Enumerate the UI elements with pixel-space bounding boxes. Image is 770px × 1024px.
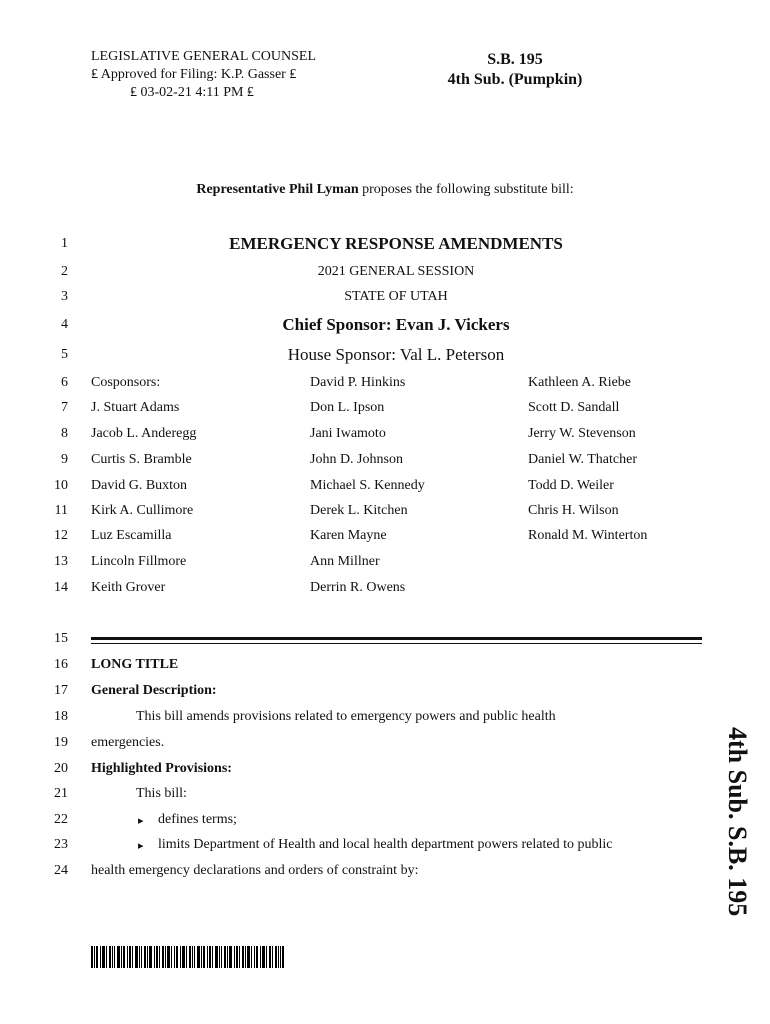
bill-id-block xyxy=(440,50,590,90)
cosponsor-name: Lincoln Fillmore xyxy=(91,554,187,569)
line-number: 7 xyxy=(61,400,68,415)
cosponsor-name: Todd D. Weiler xyxy=(528,478,614,493)
cosponsors-label: Cosponsors: xyxy=(91,375,161,390)
line-number: 17 xyxy=(54,683,68,698)
bullet-text: defines terms; xyxy=(158,812,237,827)
chief-sponsor: Chief Sponsor: Evan J. Vickers xyxy=(282,315,510,334)
highlighted-provisions-heading: Highlighted Provisions: xyxy=(91,761,232,776)
bullet-text: limits Department of Health and local health department powers related to public xyxy=(158,837,613,852)
proposer-name: Representative Phil Lyman xyxy=(196,182,359,197)
line-number: 2 xyxy=(61,264,68,279)
proposer-text: proposes the following substitute bill: xyxy=(358,182,574,197)
line-number: 11 xyxy=(54,503,68,518)
cosponsor-name: J. Stuart Adams xyxy=(91,400,180,415)
cosponsor-name: Don L. Ipson xyxy=(310,400,385,415)
cosponsor-name: Kirk A. Cullimore xyxy=(91,503,194,518)
line-number: 12 xyxy=(54,528,68,543)
this-bill-text: This bill: xyxy=(136,786,187,801)
approval-line: ₤ Approved for Filing: K.P. Gasser ₤ xyxy=(91,67,297,82)
line-number: 22 xyxy=(54,812,68,827)
line-number: 15 xyxy=(54,631,68,646)
cosponsor-name: Derek L. Kitchen xyxy=(310,503,408,518)
cosponsor-name: Kathleen A. Riebe xyxy=(528,375,632,390)
line-number: 9 xyxy=(61,452,68,467)
cosponsor-name: Luz Escamilla xyxy=(91,528,172,543)
cosponsor-name: Jani Iwamoto xyxy=(310,426,386,441)
proposer-line xyxy=(0,182,770,198)
line-number: 3 xyxy=(61,289,68,304)
cosponsor-name: Jerry W. Stevenson xyxy=(528,426,636,441)
line-number: 6 xyxy=(61,375,68,390)
general-description-heading: General Description: xyxy=(91,683,217,698)
line-number: 19 xyxy=(54,735,68,750)
cosponsor-name: Derrin R. Owens xyxy=(310,580,406,595)
cosponsor-name: Karen Mayne xyxy=(310,528,387,543)
cosponsor-name: Chris H. Wilson xyxy=(528,503,619,518)
line-number: 16 xyxy=(54,657,68,672)
bullet-text-cont: health emergency declarations and orders of constraint by: xyxy=(91,863,419,878)
line-number: 10 xyxy=(54,478,68,493)
cosponsor-name: Michael S. Kennedy xyxy=(310,478,425,493)
state-line: STATE OF UTAH xyxy=(344,289,448,304)
cosponsor-name: Ronald M. Winterton xyxy=(528,528,648,543)
bill-number: S.B. 195 xyxy=(487,51,543,68)
cosponsor-name: David G. Buxton xyxy=(91,478,188,493)
line-number: 5 xyxy=(61,347,68,362)
line-number: 8 xyxy=(61,426,68,441)
side-label-text: 4th Sub. S.B. 195 xyxy=(723,727,752,917)
line-number: 20 xyxy=(54,761,68,776)
description-text-cont: emergencies. xyxy=(91,735,165,750)
line-number: 21 xyxy=(54,786,68,801)
description-text: This bill amends provisions related to emergency powers and public health xyxy=(136,709,556,724)
cosponsor-name: Jacob L. Anderegg xyxy=(91,426,197,441)
barcode-icon xyxy=(91,946,284,968)
cosponsor-name: Ann Millner xyxy=(310,554,380,569)
line-number: 1 xyxy=(61,236,68,251)
cosponsor-name: David P. Hinkins xyxy=(310,375,406,390)
long-title-heading: LONG TITLE xyxy=(91,657,179,672)
cosponsor-name: Curtis S. Bramble xyxy=(91,452,192,467)
bullet-icon: ▸ xyxy=(138,815,144,827)
cosponsor-name: John D. Johnson xyxy=(310,452,403,467)
cosponsor-name: Keith Grover xyxy=(91,580,166,595)
cosponsor-name: Daniel W. Thatcher xyxy=(528,452,637,467)
line-number: 24 xyxy=(54,863,68,878)
side-label xyxy=(712,727,760,937)
office-name: LEGISLATIVE GENERAL COUNSEL xyxy=(91,49,317,64)
line-number: 14 xyxy=(54,580,68,595)
line-number: 4 xyxy=(61,317,68,332)
double-rule-thick xyxy=(91,637,702,640)
bill-title: EMERGENCY RESPONSE AMENDMENTS xyxy=(229,234,563,253)
line-number: 13 xyxy=(54,554,68,569)
approval-timestamp: ₤ 03-02-21 4:11 PM ₤ xyxy=(130,85,254,100)
house-sponsor: House Sponsor: Val L. Peterson xyxy=(287,345,505,364)
line-number: 18 xyxy=(54,709,68,724)
line-number: 23 xyxy=(54,837,68,852)
bullet-icon: ▸ xyxy=(138,840,144,852)
cosponsor-name: Scott D. Sandall xyxy=(528,400,620,415)
double-rule-thin xyxy=(91,643,702,644)
substitute-label: 4th Sub. (Pumpkin) xyxy=(447,71,583,88)
header-office-block xyxy=(91,48,316,102)
session-line: 2021 GENERAL SESSION xyxy=(317,264,475,279)
